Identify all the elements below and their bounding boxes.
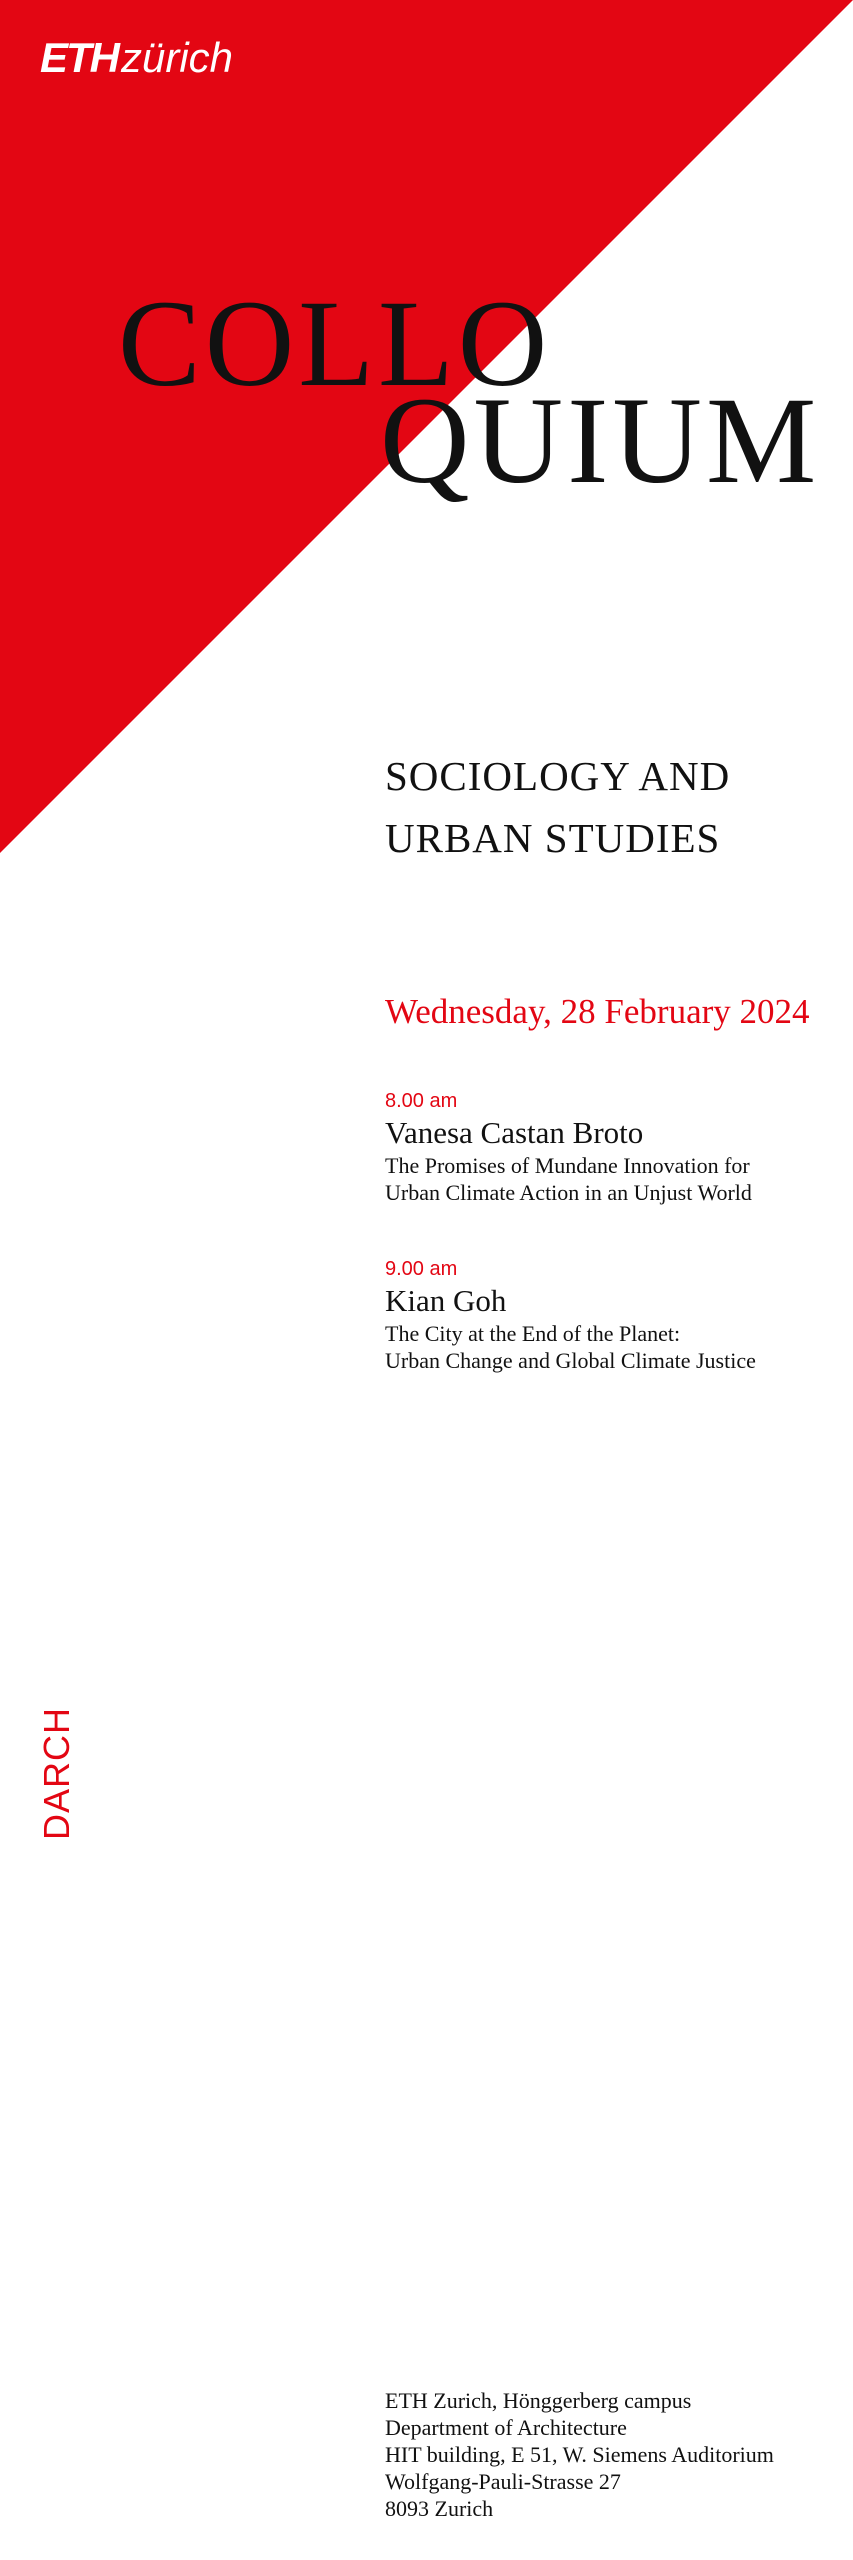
talk-time: 8.00 am	[385, 1090, 458, 1112]
section-title	[385, 745, 825, 869]
talk-time: 9.00 am	[385, 1258, 458, 1280]
department-tag: DARCH	[36, 1706, 77, 1840]
talk-entry	[385, 1088, 835, 1206]
venue-line-3: HIT building, E 51, W. Siemens Auditorium	[385, 2442, 774, 2467]
headline-part-1: COLLO	[118, 275, 552, 412]
event-date: Wednesday, 28 February 2024	[385, 992, 810, 1031]
colloquium-headline	[0, 0, 853, 560]
talk-speaker: Vanesa Castan Broto	[385, 1115, 644, 1150]
talk-title-line-1: The City at the End of the Planet:	[385, 1321, 681, 1346]
section-title-line-2: URBAN STUDIES	[385, 815, 721, 861]
logo-eth-text: ETH	[40, 34, 118, 81]
venue-line-4: Wolfgang-Pauli-Strasse 27	[385, 2469, 621, 2494]
talk-title-line-2: Urban Change and Global Climate Justice	[385, 1348, 756, 1373]
venue-address	[385, 2387, 835, 2522]
talk-entry	[385, 1256, 835, 1374]
talk-title-line-1: The Promises of Mundane Innovation for	[385, 1153, 750, 1178]
headline-part-2: QUIUM	[380, 372, 821, 509]
talk-title-line-2: Urban Climate Action in an Unjust World	[385, 1180, 752, 1205]
talk-speaker: Kian Goh	[385, 1283, 507, 1318]
logo-city-text: zürich	[121, 34, 234, 81]
section-title-line-1: SOCIOLOGY AND	[385, 753, 731, 799]
venue-line-1: ETH Zurich, Hönggerberg campus	[385, 2388, 692, 2413]
venue-line-5: 8093 Zurich	[385, 2496, 494, 2521]
venue-line-2: Department of Architecture	[385, 2415, 627, 2440]
